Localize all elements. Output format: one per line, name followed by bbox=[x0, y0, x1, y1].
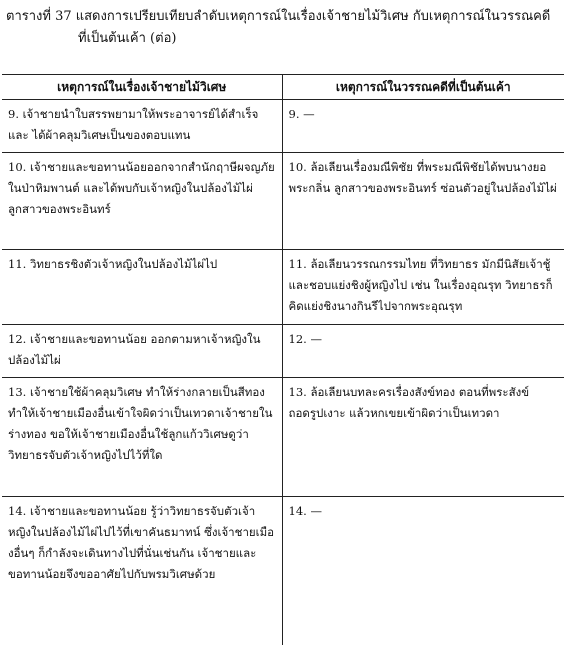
comparison-table bbox=[2, 74, 564, 645]
table-row bbox=[2, 100, 564, 153]
table-row bbox=[2, 378, 564, 497]
table-header-row bbox=[2, 75, 564, 100]
table-row bbox=[2, 250, 564, 325]
caption-line-2: ที่เป็นต้นเค้า (ต่อ) bbox=[6, 28, 562, 50]
source-event-cell: 11. ล้อเลียนวรรณกรรมไทย ที่วิทยาธร มักมีนิสัยเจ้าชู้และชอบแย่งชิงผู้หญิงไป เช่น ในเรื่องอุณรุท วิทยาธรก็คิดแย่งชิงนางกินรีไปจากพระอุณรุท bbox=[282, 250, 564, 325]
header-source-events: เหตุการณ์ในวรรณคดีที่เป็นต้นเค้า bbox=[282, 75, 564, 100]
table-row bbox=[2, 325, 564, 378]
story-event-cell: 14. เจ้าชายและขอทานน้อย รู้ว่าวิทยาธรจับตัวเจ้าหญิงในปล้องไม้ไผ่ไปไว้ที่เขาคันธมาทน์ ซึ่งเจ้าชายเมืองอื่นๆ ก็กำลังจะเดินทางไปที่นั่นเช่นกัน เจ้าชายและขอทานน้อยจึงขออาศัยไปกับพรมวิเศษด้วย bbox=[2, 497, 282, 645]
story-event-cell: 11. วิทยาธรชิงตัวเจ้าหญิงในปล้องไม้ไผ่ไป bbox=[2, 250, 282, 325]
table-caption bbox=[6, 6, 562, 50]
source-event-cell: 9. — bbox=[282, 100, 564, 153]
source-event-cell: 14. — bbox=[282, 497, 564, 645]
story-event-cell: 9. เจ้าชายนำใบสรรพยามาให้พระอาจารย์ได้สำเร็จ และ ได้ผ้าคลุมวิเศษเป็นของตอบแทน bbox=[2, 100, 282, 153]
story-event-cell: 13. เจ้าชายใช้ผ้าคลุมวิเศษ ทำให้ร่างกลายเป็นสีทอง ทำให้เจ้าชายเมืองอื่นเข้าใจผิดว่าเป็นเทวดาเจ้าชายในร่างทอง ขอให้เจ้าชายเมืองอื่นใช้ลูกแก้ววิเศษดูว่าวิทยาธรจับตัวเจ้าหญิงไปไว้ที่ใด bbox=[2, 378, 282, 497]
story-event-cell: 12. เจ้าชายและขอทานน้อย ออกตามหาเจ้าหญิงในปล้องไม้ไผ่ bbox=[2, 325, 282, 378]
table-row bbox=[2, 153, 564, 250]
source-event-cell: 13. ล้อเลียนบทละครเรื่องสังข์ทอง ตอนที่พระสังข์ถอดรูปเงาะ แล้วหกเขยเข้าผิดว่าเป็นเทวดา bbox=[282, 378, 564, 497]
caption-line-1: ตารางที่ 37 แสดงการเปรียบเทียบลำดับเหตุการณ์ในเรื่องเจ้าชายไม้วิเศษ กับเหตุการณ์ในวรรณคดี bbox=[6, 6, 562, 28]
source-event-cell: 10. ล้อเลียนเรื่องมณีพิชัย ที่พระมณีพิชัยได้พบนางยอพระกลิ่น ลูกสาวของพระอินทร์ ซ่อนตัวอยู่ในปล้องไม้ไผ่ bbox=[282, 153, 564, 250]
header-story-events: เหตุการณ์ในเรื่องเจ้าชายไม้วิเศษ bbox=[2, 75, 282, 100]
story-event-cell: 10. เจ้าชายและขอทานน้อยออกจากสำนักฤาษีผจญภัยในป่าหิมพานต์ และได้พบกับเจ้าหญิงในปล้องไม้ไผ่ ลูกสาวของพระอินทร์ bbox=[2, 153, 282, 250]
table-row bbox=[2, 497, 564, 645]
source-event-cell: 12. — bbox=[282, 325, 564, 378]
